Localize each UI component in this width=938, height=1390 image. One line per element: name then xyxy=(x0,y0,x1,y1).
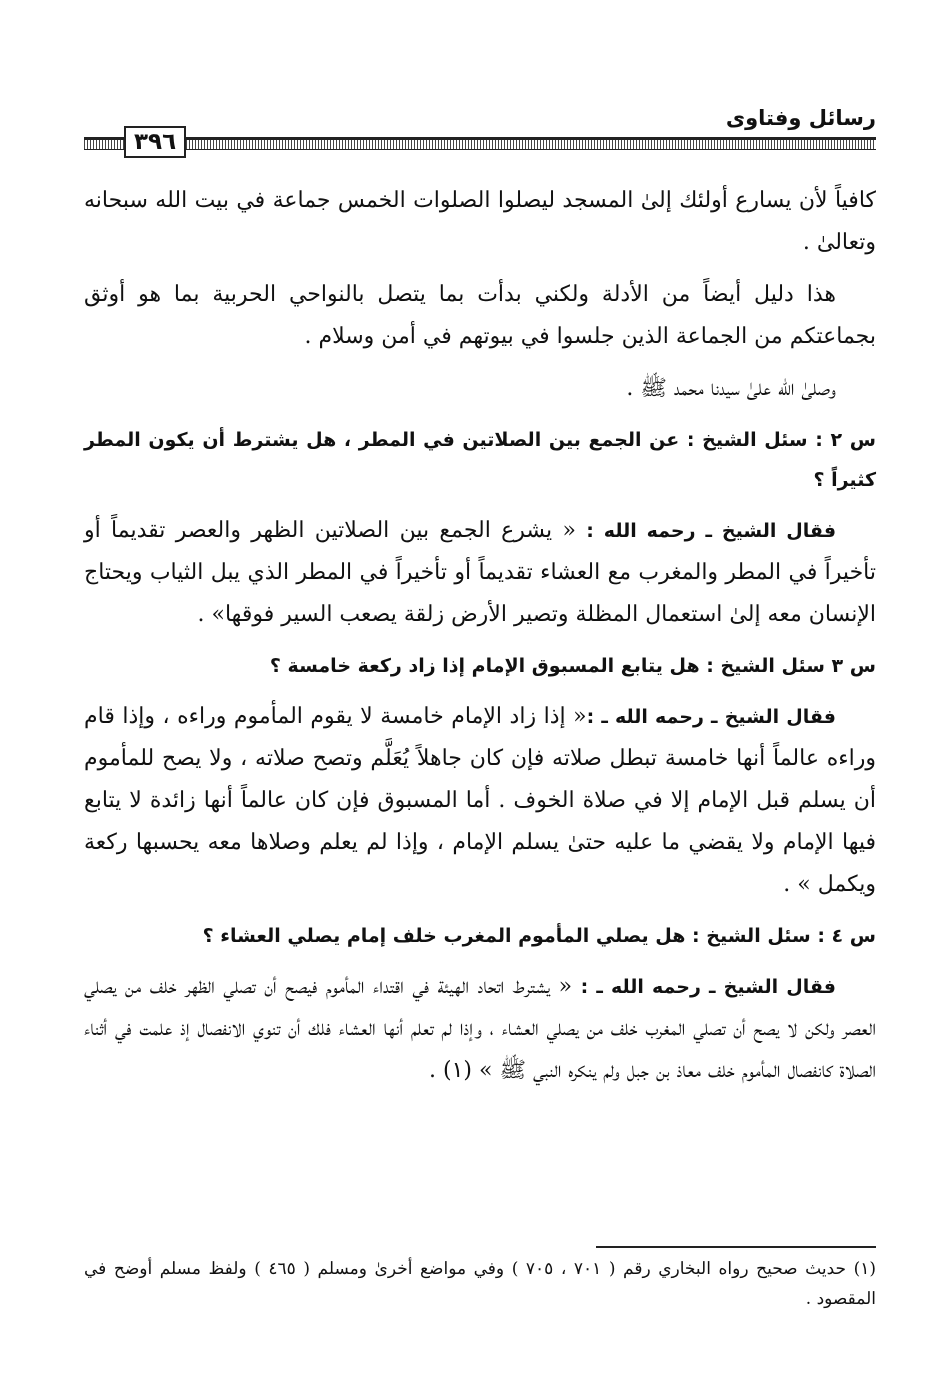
footnote-divider xyxy=(596,1246,876,1248)
answer-2-lead: فقال الشيخ ـ رحمه الله : xyxy=(586,520,837,542)
answer-2 xyxy=(84,510,876,636)
answer-4-text: « يشترط اتحاد الهيئة في اقتداء المأموم فيصح أن تصلي الظهر خلف من يصلي العصر ولكن لا يصح أن تصلي المغرب خلف من يصلي العشاء ، وإذا لم تعلم أنها العشاء فلك أن تنوي الانفصال إذ علمت في أثناء الصلاة كانفصال المأموم خلف معاذ بن جبل ولم ينكره النبي ﷺ » (١) . xyxy=(84,974,876,1083)
page-body xyxy=(84,180,876,1102)
book-title: رسائل وفتاوى xyxy=(725,106,876,130)
paragraph-2: هذا دليل أيضاً من الأدلة ولكني بدأت بما يتصل بالنواحي الحربية بما هو أوثق بجماعتكم من الجماعة الذين جلسوا في بيوتهم في أمن وسلام . xyxy=(84,282,876,349)
answer-3-text: « إذا زاد الإمام خامسة لا يقوم المأموم وراءه ، وإذا قام وراءه عالماً أنها خامسة تبطل صلاته فإن كان جاهلاً يُعَلَّم وتصح صلاته ، ولا يصح للمأموم أن يسلم قبل الإمام إلا في صلاة الخوف . أما المسبوق فإن كان عالماً أنها زائدة لا يتابع فيها الإمام ولا يقضي ما عليه حتىٰ يسلم الإمام ، وإذا لم يعلم وصلاها معه يحسبها ركعة ويكمل » . xyxy=(84,704,876,897)
answer-3-lead: فقال الشيخ ـ رحمه الله ـ : xyxy=(586,706,836,728)
paragraph-1: كافياً لأن يسارع أولئك إلىٰ المسجد ليصلوا الصلوات الخمس جماعة في بيت الله سبحانه وتعالىٰ . xyxy=(84,188,876,255)
page-number: ٣٩٦ xyxy=(124,126,186,158)
question-3: س ٣ سئل الشيخ : هل يتابع المسبوق الإمام إذا زاد ركعة خامسة ؟ xyxy=(269,655,876,677)
question-2: س ٢ : سئل الشيخ : عن الجمع بين الصلاتين في المطر ، هل يشترط أن يكون المطر كثيراً ؟ xyxy=(84,429,876,491)
answer-4-lead: فقال الشيخ ـ رحمه الله ـ : xyxy=(580,976,836,998)
answer-3 xyxy=(84,696,876,906)
answer-2-text: « يشرع الجمع بين الصلاتين الظهر والعصر تقديماً أو تأخيراً في المطر والمغرب مع العشاء تقديماً أو تأخيراً في المطر الذي يبل الثياب ويحتاج الإنسان معه إلىٰ استعمال المظلة وتصير الأرض زلقة يصعب السير فوقها» . xyxy=(84,518,876,627)
header-rule xyxy=(84,137,876,150)
footnote: (١) حديث صحيح رواه البخاري رقم ( ٧٠١ ، ٧٠٥ ) وفي مواضع أخرىٰ ومسلم ( ٤٦٥ ) ولفظ مسلم أوضح في المقصود . xyxy=(84,1259,876,1309)
answer-4 xyxy=(84,966,876,1092)
paragraph-3: وصلىٰ الله علىٰ سيدنا محمد ﷺ . xyxy=(626,376,836,401)
page-header xyxy=(84,104,876,154)
question-4: س ٤ : سئل الشيخ : هل يصلي المأموم المغرب خلف إمام يصلي العشاء ؟ xyxy=(202,925,876,947)
